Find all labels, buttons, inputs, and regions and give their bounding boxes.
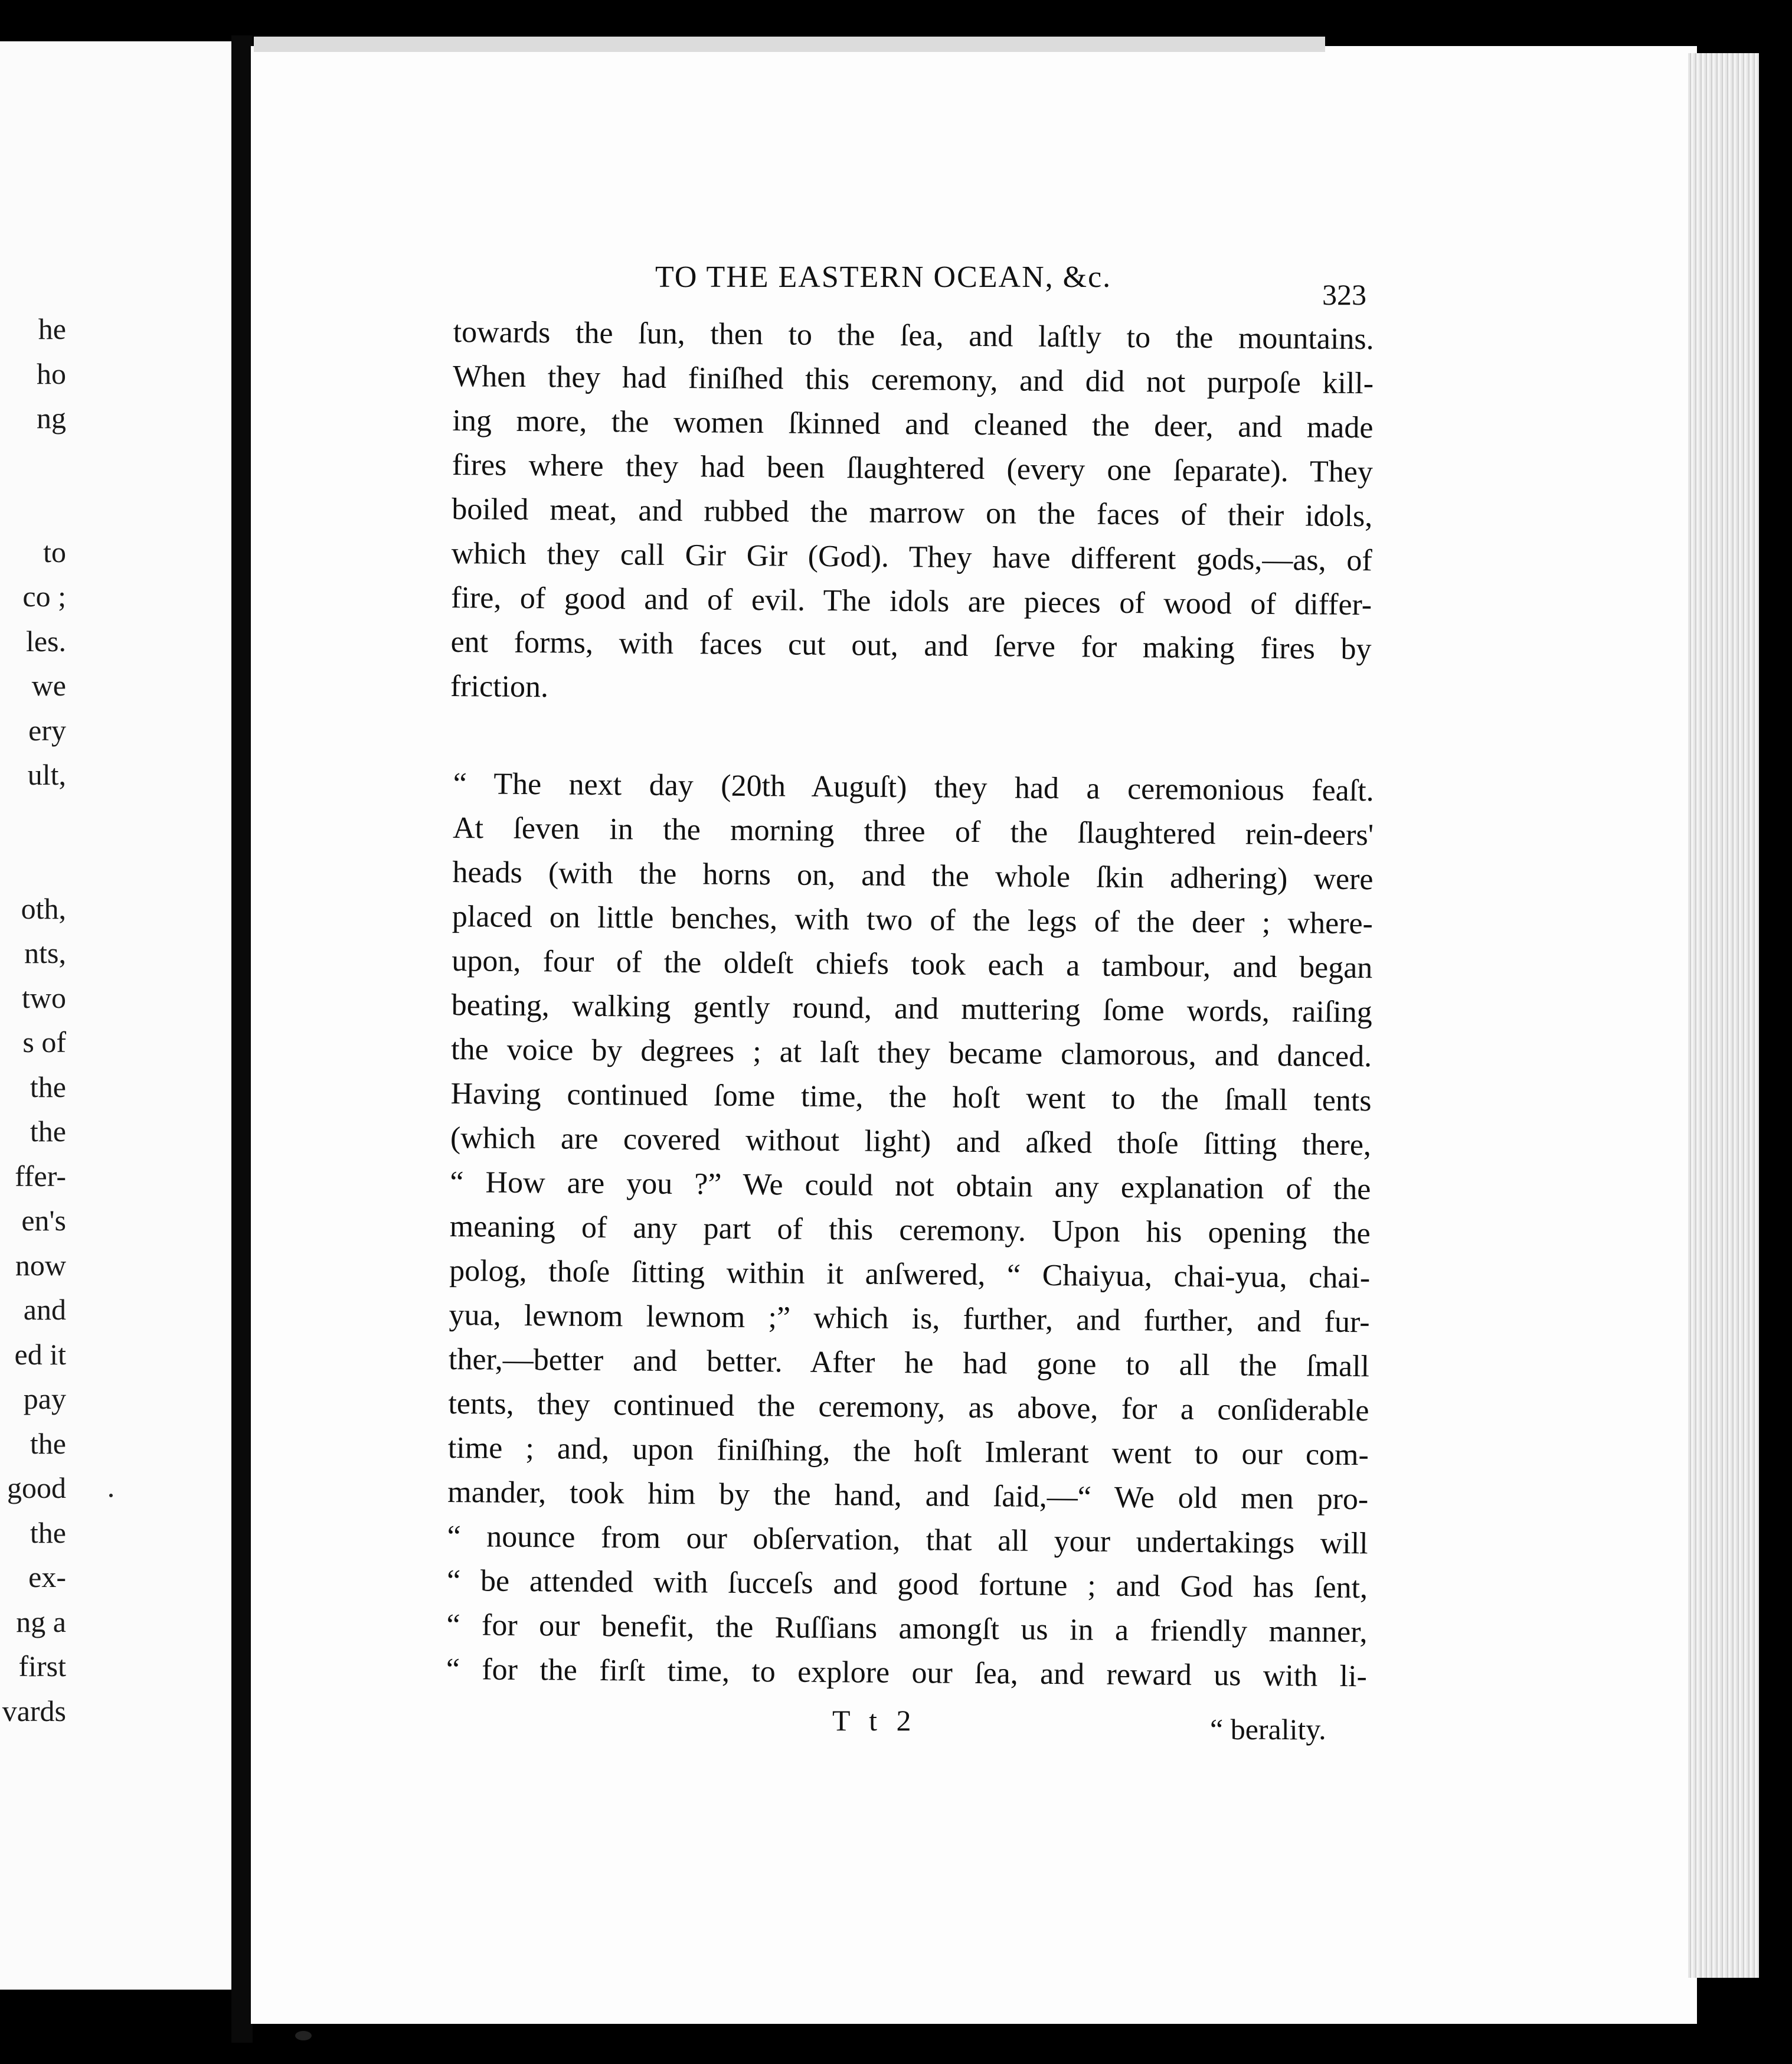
text-line: the voice by degrees ; at laſt they became clamorous, and danced. xyxy=(450,1032,1372,1074)
text-line: (which are covered without light) and aſked thoſe ſitting there, xyxy=(450,1121,1372,1162)
left-page-line: to xyxy=(43,535,66,569)
text-line: yua, lewnom lewnom ;” which is, further, and further, and fur- xyxy=(449,1298,1370,1340)
left-page-line: s of xyxy=(22,1026,66,1059)
text-line: At ſeven in the morning three of the ſlaughtered rein-deers' xyxy=(452,811,1374,853)
text-line: placed on little benches, with two of the legs of the deer ; where- xyxy=(452,899,1374,941)
text-line: “ for the firſt time, to explore our ſea, and reward us with li- xyxy=(446,1652,1368,1694)
left-page-line: nts, xyxy=(24,936,66,969)
paragraph-2 xyxy=(446,762,1374,1699)
text-line: towards the ſun, then to the ſea, and laſtly to the mountains. xyxy=(453,315,1374,357)
text-line: which they call Gir Gir (God). They have different gods,—as, of xyxy=(451,536,1372,578)
left-page-line xyxy=(0,485,66,530)
text-line: “ for our benefit, the Ruſſians amongſt us in a friendly manner, xyxy=(446,1608,1368,1650)
text-line: time ; and, upon finiſhing, the hoſt Imlerant went to our com- xyxy=(447,1431,1369,1472)
left-page-line xyxy=(0,798,66,842)
text-line: ther,—better and better. After he had gone to all the ſmall xyxy=(448,1342,1370,1384)
catchword: “ berality. xyxy=(1210,1713,1326,1746)
left-page-line: he xyxy=(38,312,66,345)
left-page-line: two xyxy=(22,981,66,1014)
text-line: tents, they continued the ceremony, as above, for a conſiderable xyxy=(448,1386,1369,1428)
text-line: beating, walking gently round, and muttering ſome words, raiſing xyxy=(451,988,1372,1030)
left-page-line: ng xyxy=(37,401,66,435)
left-page-line: and xyxy=(23,1293,66,1326)
left-page-line xyxy=(0,441,66,486)
left-page-line: the xyxy=(30,1516,66,1549)
paragraph-1 xyxy=(450,310,1374,716)
left-page-line: co ; xyxy=(22,580,66,613)
text-line: “ be attended with ſucceſs and good fortune ; and God has ſent, xyxy=(446,1563,1368,1605)
left-page-line: first xyxy=(18,1650,66,1683)
book-gutter xyxy=(231,35,253,2043)
text-line: heads (with the horns on, and the whole ſkin adhering) were xyxy=(452,855,1374,897)
ink-speck xyxy=(295,2031,312,2040)
left-page-line: ed it xyxy=(14,1337,66,1371)
left-page-line: good xyxy=(7,1471,66,1504)
left-page-line: oth, xyxy=(21,891,66,925)
text-line: “ How are you ?” We could not obtain any explanation of the xyxy=(450,1165,1371,1207)
left-page-line: the xyxy=(30,1115,66,1148)
left-page-line: en's xyxy=(21,1204,66,1237)
signature-mark: T t 2 xyxy=(832,1704,917,1737)
text-line: fire, of good and of evil. The idols are pieces of wood of differ- xyxy=(450,580,1372,622)
running-head: TO THE EASTERN OCEAN, &c. xyxy=(655,260,1112,294)
text-line: meaning of any part of this ceremony. Upon his opening the xyxy=(449,1209,1371,1251)
left-page-line: now xyxy=(15,1248,66,1282)
page-number: 323 xyxy=(1322,278,1366,311)
text-line: boiled meat, and rubbed the marrow on the faces of their idols, xyxy=(452,492,1373,534)
left-page-line xyxy=(0,842,66,887)
page-top-edge xyxy=(254,37,1325,52)
left-page-line: les. xyxy=(25,624,66,658)
ink-speck xyxy=(109,1494,113,1497)
left-page-line: vards xyxy=(2,1694,66,1727)
left-page-line: we xyxy=(31,669,66,702)
text-line: Having continued ſome time, the hoſt went to the ſmall tents xyxy=(450,1076,1372,1118)
text-line: mander, took him by the hand, and ſaid,—“ We old men pro- xyxy=(447,1475,1369,1517)
text-line: upon, four of the oldeſt chiefs took each a tambour, and began xyxy=(452,943,1373,985)
left-page-line: ery xyxy=(28,713,66,747)
left-page-line: the xyxy=(30,1070,66,1103)
text-line: ent forms, with faces cut out, and ſerve for making fires by xyxy=(450,625,1372,667)
text-line: ing more, the women ſkinned and cleaned the deer, and made xyxy=(452,403,1374,445)
left-page-line: ex- xyxy=(28,1560,66,1593)
left-page-line: ffer- xyxy=(15,1159,66,1193)
text-line: fires where they had been ſlaughtered (every one ſeparate). They xyxy=(452,448,1374,489)
left-page-text xyxy=(0,307,66,1733)
left-page-line: ho xyxy=(37,357,66,390)
text-line: polog, thoſe ſitting within it anſwered, “ Chaiyua, chai-yua, chai- xyxy=(449,1253,1371,1295)
left-page-line: ng a xyxy=(16,1605,66,1638)
left-page-line: ult, xyxy=(27,758,66,791)
text-line: “ The next day (20th Auguſt) they had a ceremonious feaſt. xyxy=(453,766,1374,808)
left-page-line: pay xyxy=(23,1382,66,1415)
text-line: “ nounce from our obſervation, that all your undertakings will xyxy=(447,1519,1368,1561)
page-edges xyxy=(1688,53,1759,1978)
left-page-line: the xyxy=(30,1426,66,1460)
text-line: When they had finiſhed this ceremony, and did not purpoſe kill- xyxy=(452,359,1374,401)
text-line: friction. xyxy=(450,669,549,704)
